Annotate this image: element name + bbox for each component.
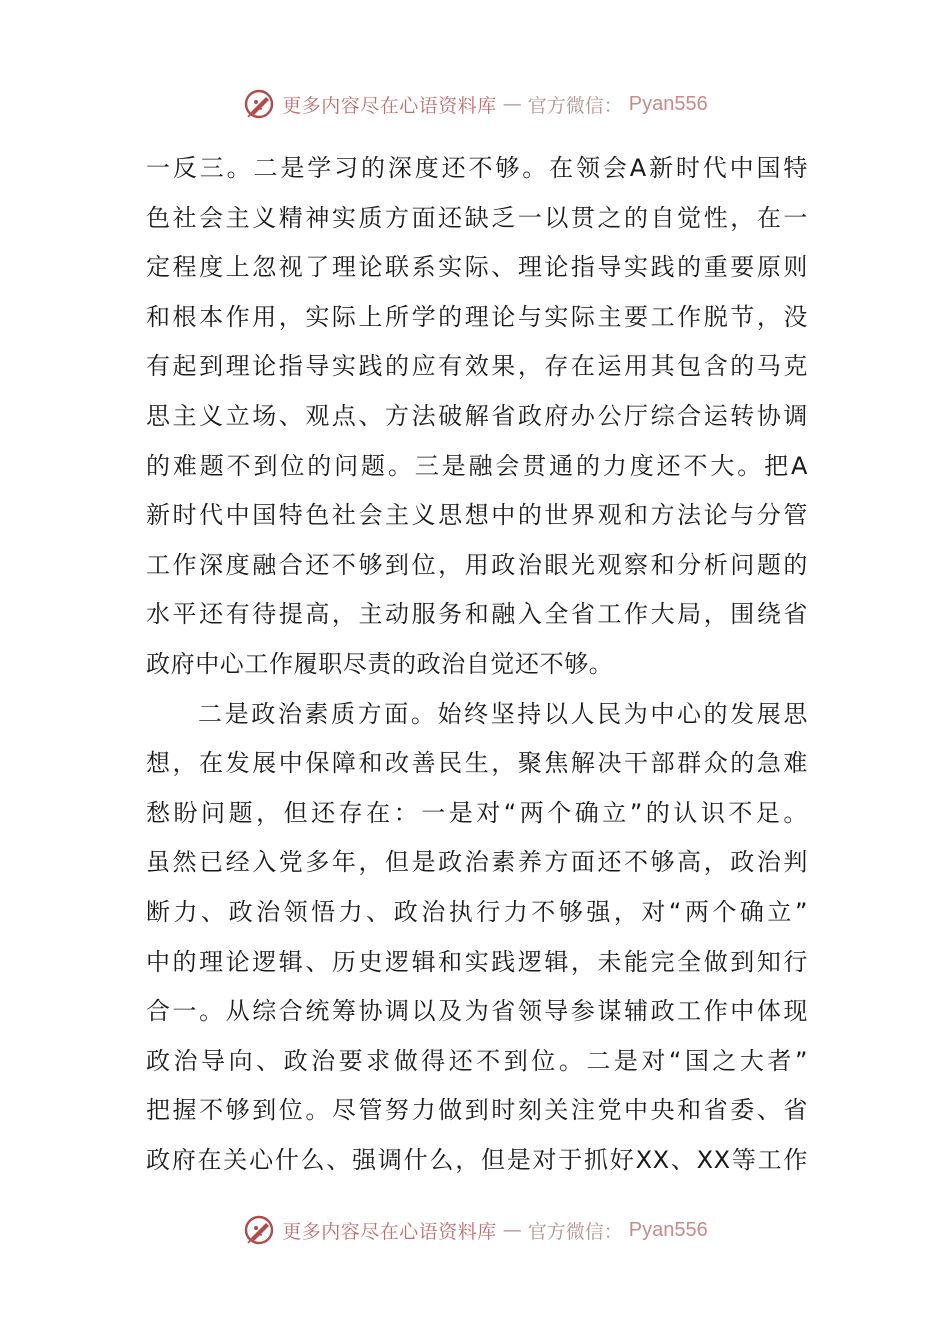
watermark-separator: — bbox=[502, 1219, 522, 1241]
body-line: 工作深度融合还不够到位，用政治眼光观察和分析问题的 bbox=[146, 550, 808, 579]
watermark-id: Pyan556 bbox=[628, 92, 708, 115]
body-line: 政府在关心什么、强调什么，但是对于抓好XX、XX等工作 bbox=[146, 1145, 808, 1174]
body-line: 色社会主义精神实质方面还缺乏一以贯之的自觉性，在一 bbox=[146, 203, 808, 232]
footer-watermark bbox=[0, 1210, 950, 1250]
body-line: 水平还有待提高，主动服务和融入全省工作大局，围绕省 bbox=[146, 600, 808, 629]
body-line: 和根本作用，实际上所学的理论与实际主要工作脱节，没 bbox=[146, 302, 808, 331]
body-line: 愁盼问题，但还存在：一是对“两个确立”的认识不足。 bbox=[146, 798, 808, 827]
watermark-title: 更多内容尽在心语资料库 bbox=[282, 94, 497, 117]
watermark-label: 官方微信： bbox=[527, 94, 623, 117]
body-line: 一反三。二是学习的深度还不够。在领会A新时代中国特 bbox=[146, 154, 808, 182]
body-line: 虽然已经入党多年，但是政治素养方面还不够高，政治判 bbox=[146, 848, 808, 877]
body-line: 合一。从综合统筹协调以及为省领导参谋辅政工作中体现 bbox=[146, 997, 808, 1026]
body-line: 的难题不到位的问题。三是融会贯通的力度还不大。把A bbox=[146, 451, 808, 480]
pen-logo-icon bbox=[242, 1213, 276, 1247]
body-line: 中的理论逻辑、历史逻辑和实践逻辑，未能完全做到知行 bbox=[146, 947, 808, 976]
pen-logo-icon bbox=[242, 87, 276, 121]
watermark-label: 官方微信： bbox=[527, 1220, 623, 1243]
header-watermark bbox=[0, 84, 950, 124]
body-line: 思主义立场、观点、方法破解省政府办公厅综合运转协调 bbox=[146, 401, 808, 430]
body-line: 新时代中国特色社会主义思想中的世界观和方法论与分管 bbox=[146, 501, 808, 530]
body-line: 政治导向、政治要求做得还不到位。二是对“国之大者” bbox=[146, 1046, 808, 1075]
body-line: 想，在发展中保障和改善民生，聚焦解决干部群众的急难 bbox=[146, 749, 808, 778]
paragraph-start-line: 二是政治素质方面。始终坚持以人民为中心的发展思 bbox=[198, 699, 808, 728]
watermark-title: 更多内容尽在心语资料库 bbox=[282, 1220, 497, 1243]
watermark-separator: — bbox=[502, 93, 522, 115]
body-line: 有起到理论指导实践的应有效果，存在运用其包含的马克 bbox=[146, 352, 808, 381]
document-body bbox=[146, 144, 808, 1185]
body-line: 把握不够到位。尽管努力做到时刻关注党中央和省委、省 bbox=[146, 1096, 808, 1125]
watermark-id: Pyan556 bbox=[628, 1218, 708, 1241]
paragraph-end-line: 政府中心工作履职尽责的政治自觉还不够。 bbox=[146, 649, 614, 678]
body-line: 定程度上忽视了理论联系实际、理论指导实践的重要原则 bbox=[146, 253, 808, 282]
body-line: 断力、政治领悟力、政治执行力不够强，对“两个确立” bbox=[146, 897, 808, 926]
